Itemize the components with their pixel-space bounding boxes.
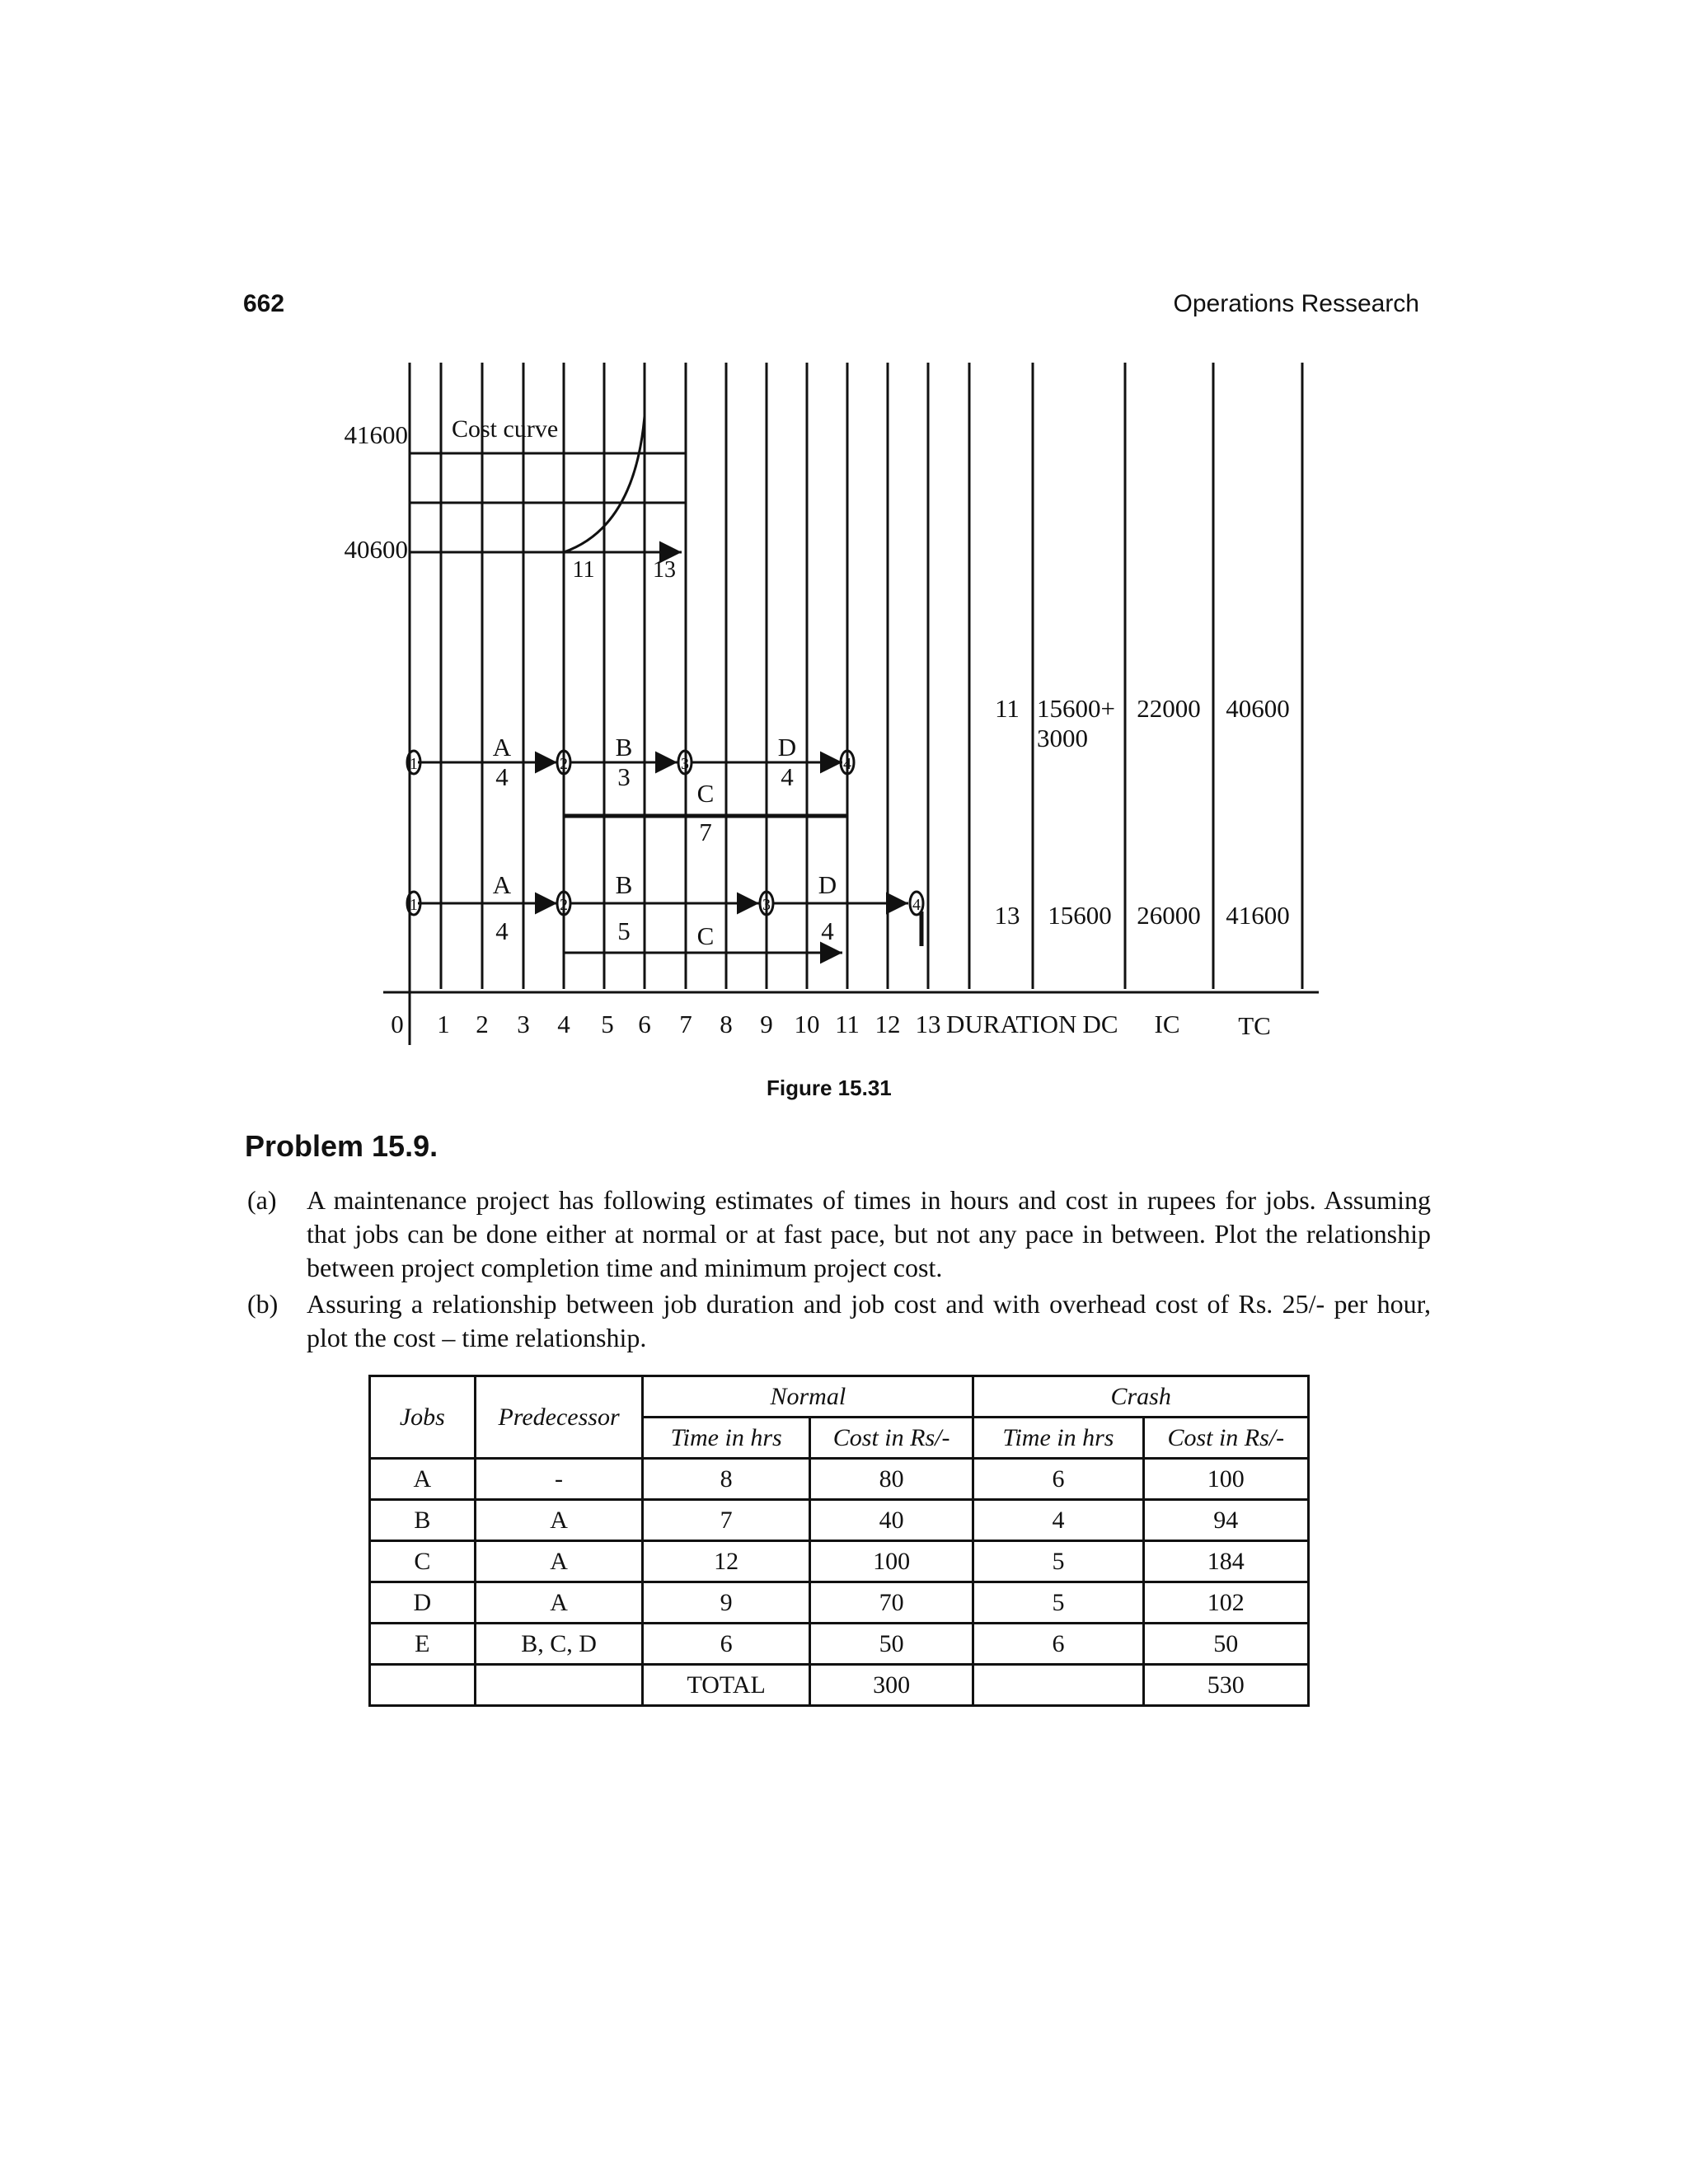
curve-marker-13: 13: [653, 557, 676, 583]
running-header: Operations Ressearch: [1173, 290, 1419, 317]
y-label-41600: 41600: [344, 420, 408, 449]
job-estimates-table: [368, 1375, 1310, 1707]
part-a-paragraph: [247, 1183, 1431, 1285]
row-dc: 15600: [1048, 901, 1112, 930]
x-tick: 10: [794, 1010, 820, 1038]
cost-curve-label: Cost curve: [452, 415, 559, 443]
x-tick: 5: [601, 1010, 614, 1038]
table-row: B A 7 40 4 94: [370, 1500, 1309, 1541]
part-a-label: (a): [247, 1185, 277, 1215]
total-crash-cost: 530: [1143, 1665, 1308, 1706]
x-tick: 6: [638, 1010, 651, 1038]
row-ic: 26000: [1137, 901, 1201, 930]
column-header-ic: IC: [1154, 1010, 1180, 1038]
header-crash-cost: Cost in Rs/-: [1143, 1418, 1308, 1459]
row-ic: 22000: [1137, 694, 1201, 723]
table-row: E B, C, D 6 50 6 50: [370, 1624, 1309, 1665]
x-tick: 12: [874, 1010, 901, 1038]
problem-title: Problem 15.9.: [245, 1129, 438, 1163]
x-tick: 7: [679, 1010, 692, 1038]
total-label: TOTAL: [643, 1665, 810, 1706]
header-crash-time: Time in hrs: [973, 1418, 1143, 1459]
header-crash: Crash: [973, 1376, 1309, 1418]
activity-label: C: [696, 921, 715, 950]
activity-duration: 4: [495, 762, 509, 791]
header-jobs: Jobs: [370, 1376, 476, 1459]
activity-label: B: [615, 870, 633, 899]
column-header-tc: TC: [1238, 1011, 1271, 1040]
x-tick: 3: [517, 1010, 530, 1038]
svg-text:2: 2: [560, 896, 568, 914]
part-b-paragraph: [247, 1287, 1431, 1355]
x-tick: 9: [760, 1010, 773, 1038]
row-tc: 40600: [1226, 694, 1290, 723]
activity-duration: 3: [617, 762, 631, 791]
table-row: A - 8 80 6 100: [370, 1459, 1309, 1500]
column-header-dc: DC: [1082, 1010, 1118, 1038]
activity-label: C: [696, 779, 715, 808]
svg-text:3: 3: [762, 896, 771, 914]
figure-caption: Figure 15.31: [767, 1076, 892, 1100]
x-tick: 13: [915, 1010, 941, 1038]
x-tick: 2: [476, 1010, 489, 1038]
column-header-duration: DURATION: [946, 1010, 1077, 1038]
page-number: 662: [243, 290, 285, 317]
x-tick: 0: [391, 1010, 404, 1038]
total-row: [370, 1665, 1309, 1706]
activity-label: D: [818, 870, 837, 899]
header-normal-cost: Cost in Rs/-: [809, 1418, 973, 1459]
header-normal-time: Time in hrs: [643, 1418, 810, 1459]
table-row: C A 12 100 5 184: [370, 1541, 1309, 1582]
row-tc: 41600: [1226, 901, 1290, 930]
x-tick: 1: [437, 1010, 450, 1038]
activity-label: A: [492, 733, 512, 762]
activity-duration: 4: [781, 762, 794, 791]
cost-time-figure: [0, 0, 1688, 1071]
svg-text:4: 4: [912, 896, 921, 914]
svg-text:1: 1: [410, 755, 418, 773]
activity-label: A: [492, 870, 512, 899]
curve-marker-11: 11: [572, 557, 595, 583]
activity-duration: 7: [699, 818, 712, 846]
activity-label: D: [777, 733, 797, 762]
total-normal-cost: 300: [809, 1665, 973, 1706]
x-tick: 11: [835, 1010, 860, 1038]
header-predecessor: Predecessor: [475, 1376, 643, 1459]
activity-duration: 4: [495, 916, 509, 945]
row-duration: 13: [994, 901, 1020, 930]
activity-duration: 4: [821, 916, 834, 945]
svg-text:3: 3: [681, 755, 689, 773]
row-dc: 3000: [1037, 724, 1088, 752]
x-tick: 8: [720, 1010, 733, 1038]
part-b-text: Assuring a relationship between job duration and job cost and with overhead cost of Rs. 25/- per hour, plot the cost – time relationship.: [307, 1289, 1431, 1352]
part-b-label: (b): [247, 1289, 279, 1319]
svg-text:4: 4: [843, 755, 851, 773]
svg-text:2: 2: [560, 755, 568, 773]
row-dc: 15600+: [1037, 694, 1115, 723]
row-duration: 11: [995, 694, 1020, 723]
activity-label: B: [615, 733, 633, 762]
svg-text:1: 1: [410, 896, 418, 914]
activity-duration: 5: [617, 916, 631, 945]
x-tick: 4: [557, 1010, 570, 1038]
table-row: D A 9 70 5 102: [370, 1582, 1309, 1624]
part-a-text: A maintenance project has following estimates of times in hours and cost in rupees for jobs. Assuming that jobs can be done either at normal or at fast pace, but not any pace in between. Plot the relationship between project completion time and minimum project cost.: [307, 1185, 1431, 1282]
header-normal: Normal: [643, 1376, 973, 1418]
y-label-40600: 40600: [344, 535, 408, 564]
